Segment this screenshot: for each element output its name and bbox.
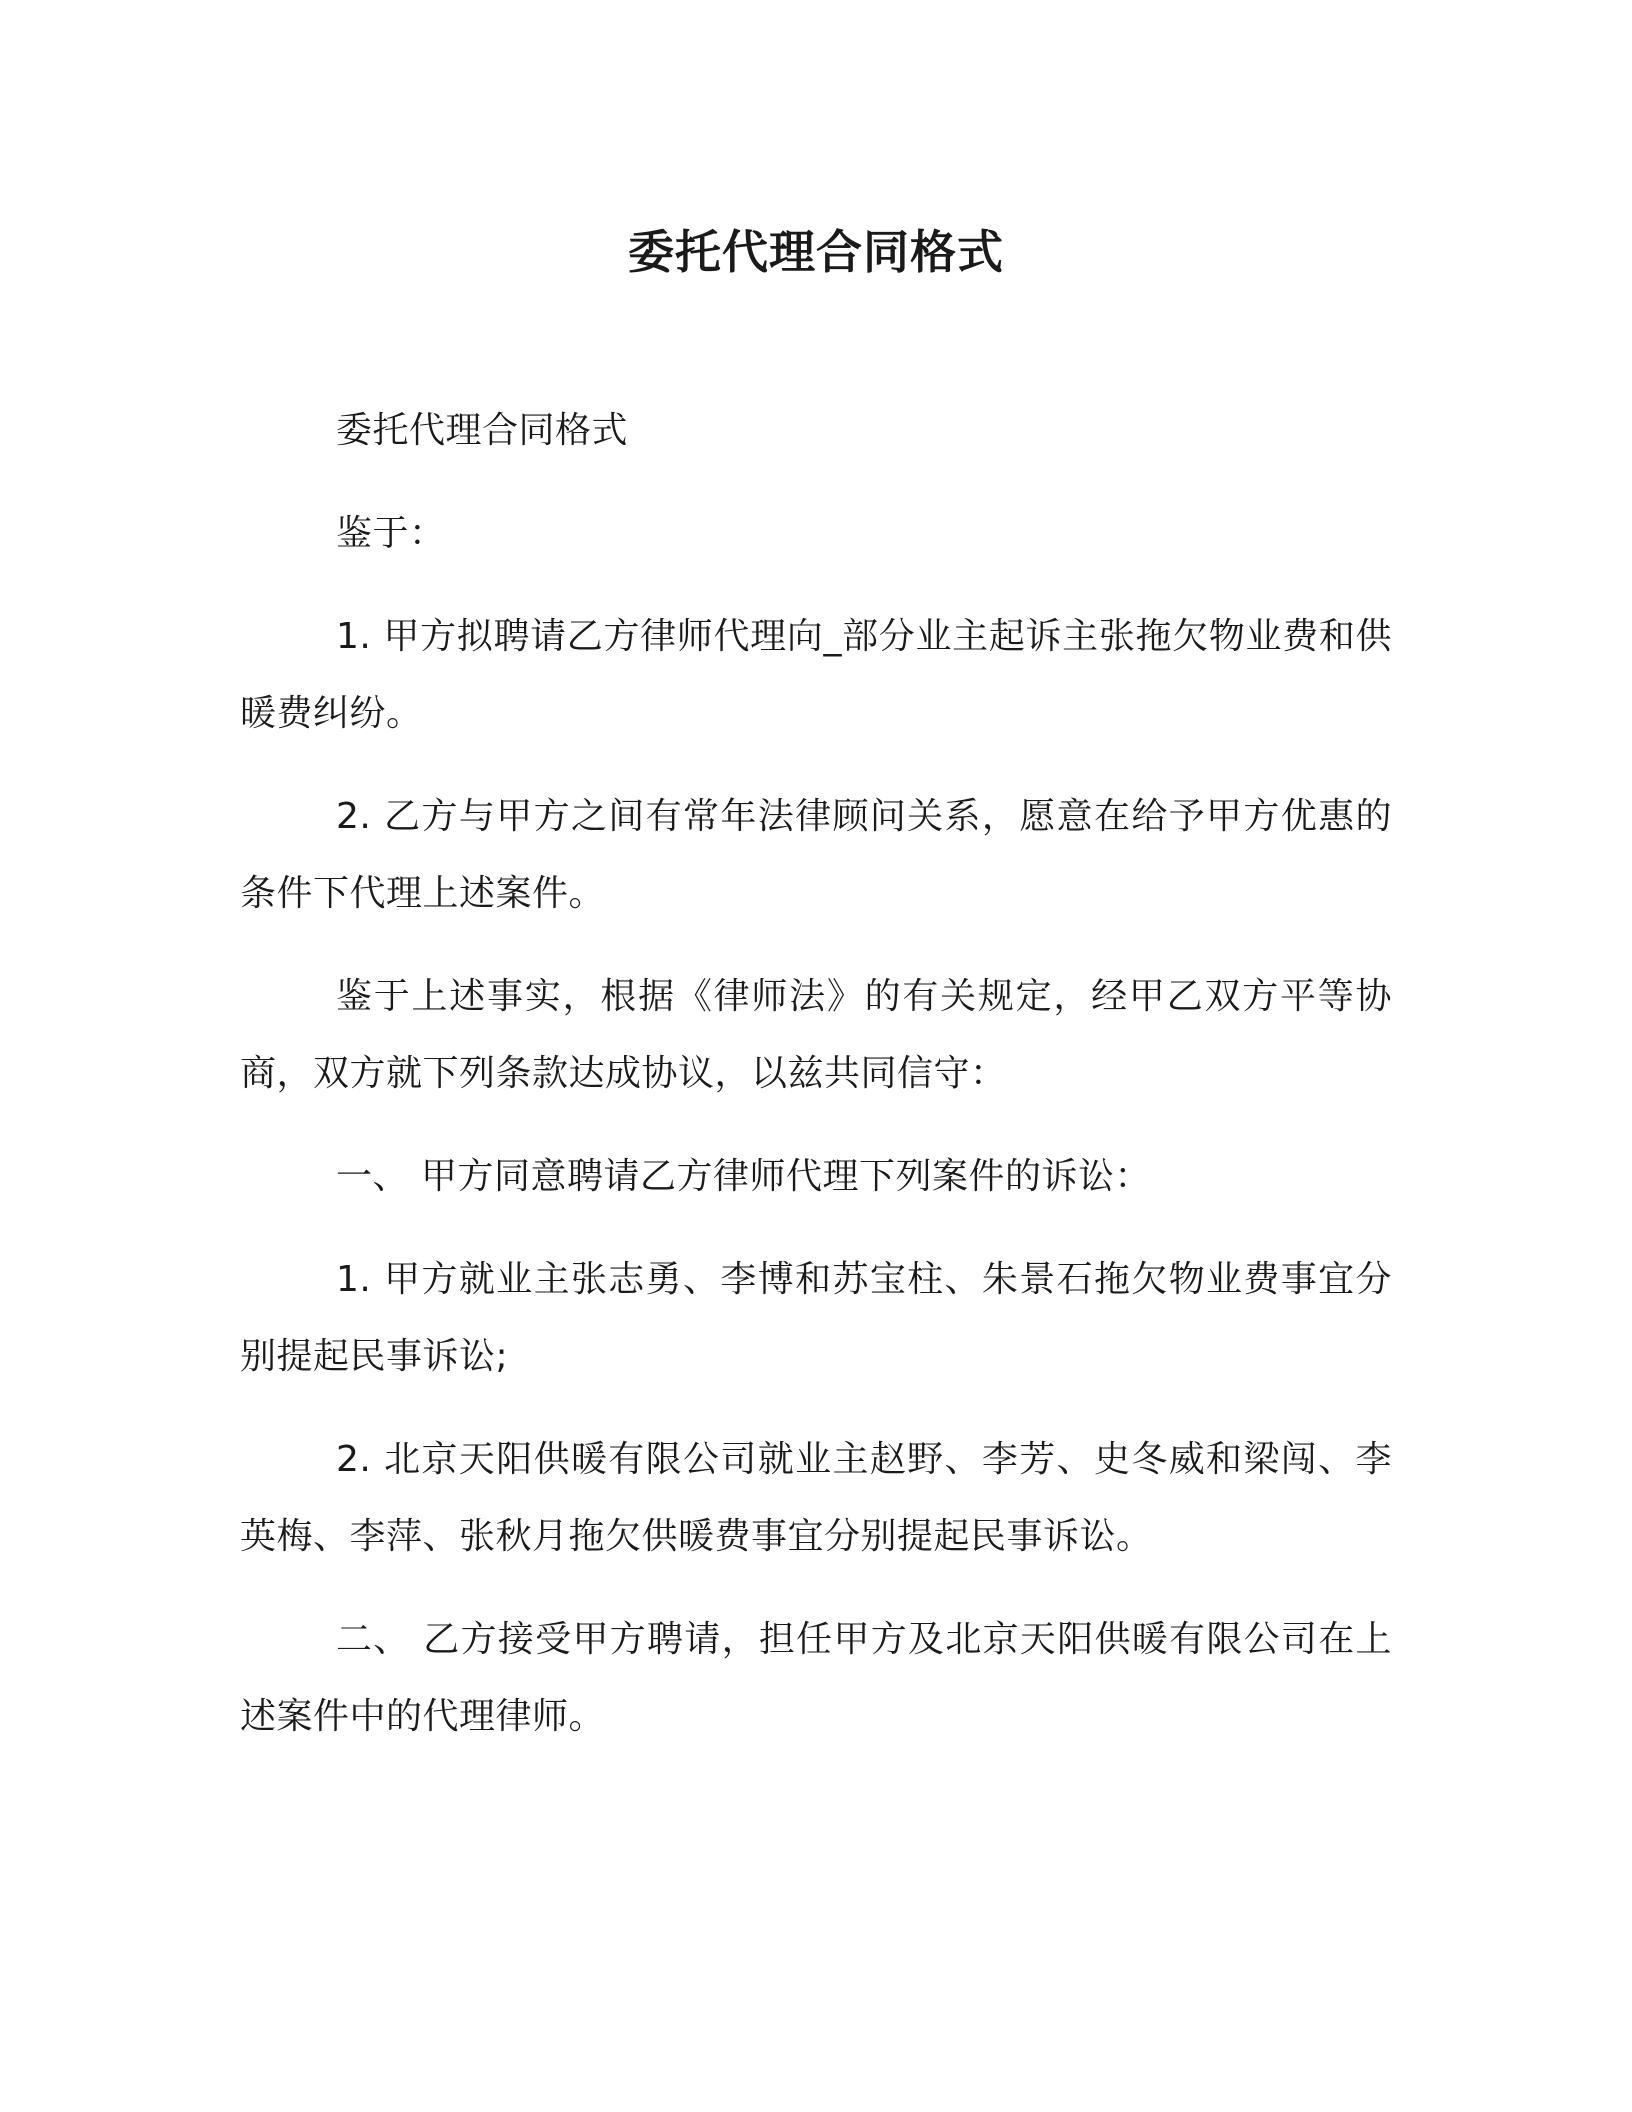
paragraph-clause-1-item-2: 2. 北京天阳供暖有限公司就业主赵野、李芳、史冬威和梁闯、李英梅、李萍、张秋月拖欠供暖费事宜分别提起民事诉讼。 — [240, 1439, 1392, 1557]
paragraph-agreement-basis: 鉴于上述事实，根据《律师法》的有关规定，经甲乙双方平等协商，双方就下列条款达成协议，以兹共同信守： — [240, 976, 1392, 1094]
paragraph-subtitle: 委托代理合同格式 — [336, 410, 629, 451]
paragraph-clause-2: 二、 乙方接受甲方聘请，担任甲方及北京天阳供暖有限公司在上述案件中的代理律师。 — [240, 1619, 1392, 1737]
document-body — [240, 392, 1392, 1781]
paragraph-clause-1: 一、 甲方同意聘请乙方律师代理下列案件的诉讼： — [336, 1156, 1151, 1197]
paragraph-whereas: 鉴于： — [336, 513, 446, 554]
paragraph-clause-1-item-1: 1. 甲方就业主张志勇、李博和苏宝柱、朱景石拖欠物业费事宜分别提起民事诉讼; — [240, 1259, 1392, 1377]
document-title: 委托代理合同格式 — [628, 225, 1004, 279]
paragraph-recital-2: 2. 乙方与甲方之间有常年法律顾问关系，愿意在给予甲方优惠的条件下代理上述案件。 — [240, 796, 1392, 914]
paragraph-recital-1: 1. 甲方拟聘请乙方律师代理向_部分业主起诉主张拖欠物业费和供暖费纠纷。 — [240, 616, 1392, 734]
